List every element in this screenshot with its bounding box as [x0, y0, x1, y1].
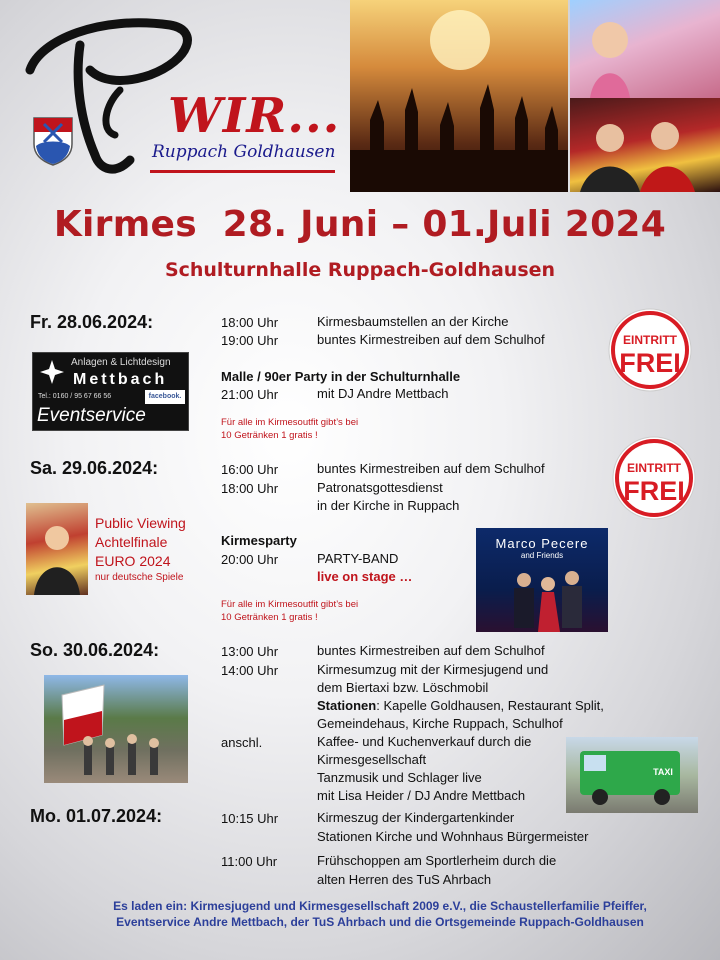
event-text: Kaffee- und Kuchenverkauf durch die [317, 734, 532, 749]
event-text: Kirmesumzug mit der Kirmesjugend und [317, 662, 549, 677]
event-text: alten Herren des TuS Ahrbach [317, 872, 492, 887]
time: 20:00 Uhr [221, 552, 279, 567]
time: anschl. [221, 735, 263, 750]
free-entry-badge [612, 436, 696, 520]
time: 21:00 Uhr [221, 387, 279, 402]
event-text: buntes Kirmestreiben auf dem Schulhof [317, 332, 545, 347]
event-text: PARTY-BAND [317, 551, 399, 566]
time: 14:00 Uhr [221, 663, 279, 678]
invitation-footer: Es laden ein: Kirmesjugend und Kirmesgesellschaft 2009 e.V., die Schaustellerfamilie Pfeiffer, Eventservice Andre Mettbach, der TuS Ahrbach und die Ortsgemeinde Ruppach-Goldhausen [113, 899, 647, 929]
beer-taxi-photo [566, 737, 698, 813]
party-heading: Malle / 90er Party in der Schulturnhalle [221, 369, 461, 384]
event-text: Frühschoppen am Sportlerheim durch die [317, 853, 557, 868]
svg-text:FREI: FREI [619, 348, 681, 378]
event-text: Stationen Kirche und Wohnhaus Bürgermeister [317, 829, 589, 844]
time: 18:00 Uhr [221, 315, 279, 330]
time: 16:00 Uhr [221, 462, 279, 477]
svg-text:FREI: FREI [623, 476, 685, 506]
venue-subtitle: Schulturnhalle Ruppach-Goldhausen [164, 259, 556, 281]
logo-underline [150, 170, 335, 173]
event-text: buntes Kirmestreiben auf dem Schulhof [317, 643, 545, 658]
day-sunday-date: So. 30.06.2024: [30, 640, 160, 660]
live-on-stage-text: live on stage … [317, 569, 413, 584]
stations-text: Gemeindehaus, Kirche Ruppach, Schulhof [317, 716, 563, 731]
event-text: mit DJ Andre Mettbach [317, 386, 449, 401]
time: 18:00 Uhr [221, 481, 279, 496]
event-text: buntes Kirmestreiben auf dem Schulhof [317, 461, 545, 476]
svg-text:EINTRITT: EINTRITT [623, 333, 677, 347]
outfit-note: 10 Getränken 1 gratis ! [221, 612, 318, 623]
logo-subtitle: Ruppach Goldhausen [152, 142, 336, 162]
time: 19:00 Uhr [221, 333, 279, 348]
eventservice-sponsor-logo: Anlagen & Lichtdesign Mettbach Tel.: 0160 / 95 67 66 56 facebook. Eventservice [32, 352, 189, 431]
facebook-icon: facebook. [145, 390, 185, 404]
time: 11:00 Uhr [221, 854, 278, 869]
stations-text: Stationen: Kapelle Goldhausen, Restaurant Split, [317, 698, 604, 713]
concert-crowd-photo [350, 0, 568, 192]
coat-of-arms-icon [32, 116, 74, 166]
logo-text: WIR... [168, 88, 341, 144]
event-text: in der Kirche in Ruppach [317, 498, 460, 513]
day-saturday-date: Sa. 29.06.2024: [30, 458, 159, 478]
day-friday-date: Fr. 28.06.2024: [30, 312, 154, 332]
public-viewing-text: Public Viewing [95, 515, 186, 531]
svg-text:TAXI: TAXI [653, 767, 673, 777]
event-text: Tanzmusik und Schlager live [317, 770, 482, 785]
event-text: Kirmeszug der Kindergartenkinder [317, 810, 515, 825]
event-text: Patronatsgottesdienst [317, 480, 443, 495]
event-title: Kirmes 28. Juni – 01.Juli 2024 [53, 204, 667, 245]
public-viewing-photo [26, 503, 88, 595]
time: 10:15 Uhr [221, 811, 279, 826]
free-entry-badge [608, 308, 692, 392]
outfit-note: 10 Getränken 1 gratis ! [221, 430, 318, 441]
time: 13:00 Uhr [221, 644, 279, 659]
football-fans-photo [570, 98, 720, 192]
event-text: Kirmesbaumstellen an der Kirche [317, 314, 509, 329]
event-text: mit Lisa Heider / DJ Andre Mettbach [317, 788, 526, 803]
day-monday-date: Mo. 01.07.2024: [30, 806, 163, 826]
event-text: dem Biertaxi bzw. Löschmobil [317, 680, 489, 695]
party-heading: Kirmesparty [221, 533, 297, 548]
parade-photo [44, 675, 188, 783]
band-photo: Marco Pecere and Friends [476, 528, 608, 632]
event-text: Kirmesgesellschaft [317, 752, 427, 767]
outfit-note: Für alle im Kirmesoutfit gibt’s bei [221, 417, 359, 428]
child-photo [570, 0, 720, 98]
svg-text:EINTRITT: EINTRITT [627, 461, 681, 475]
public-viewing-text: EURO 2024 [95, 553, 171, 569]
light-star-icon [39, 359, 65, 385]
public-viewing-note: nur deutsche Spiele [95, 572, 184, 583]
outfit-note: Für alle im Kirmesoutfit gibt’s bei [221, 599, 359, 610]
public-viewing-text: Achtelfinale [95, 534, 168, 550]
